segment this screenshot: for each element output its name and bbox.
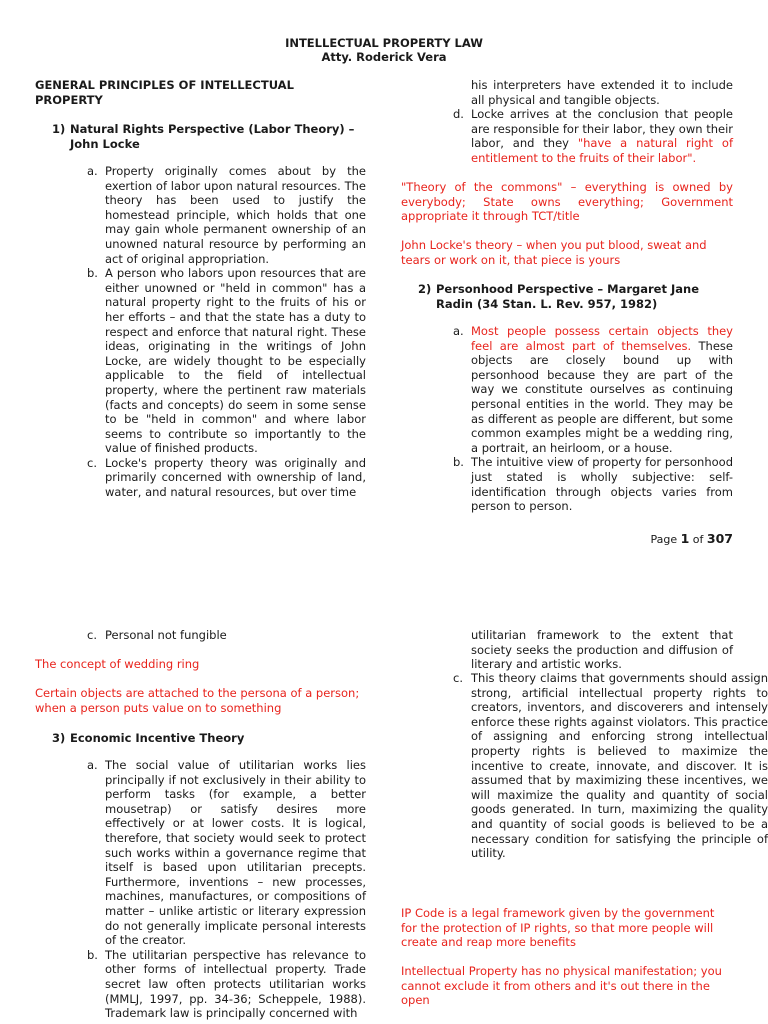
page-label: Page: [650, 533, 678, 546]
page-total: 307: [706, 531, 733, 546]
list-item: [436, 324, 733, 455]
list-item-marker: a.: [87, 758, 98, 772]
document-title: INTELLECTUAL PROPERTY LAW: [285, 36, 483, 50]
annotation-highlight: "have a natural right of entitlement to the fruits of their labor".: [471, 136, 733, 165]
section-heading: GENERAL PRINCIPLES OF INTELLECTUAL PROPERTY: [35, 78, 294, 107]
section-1-heading: [35, 122, 366, 151]
list-item-text: Locke's property theory was originally and primarily concerned with ownership of land, water, and natural resources, but over time: [105, 455, 366, 500]
annotation-note: Certain objects are attached to the persona of a person; when a person puts value on to something: [35, 686, 360, 715]
page-of: of: [692, 533, 704, 546]
document-title-block: [0, 36, 768, 64]
list-item-marker: a.: [453, 324, 464, 338]
list-item: [436, 455, 733, 513]
list-item: [70, 266, 366, 456]
list-item-text: These objects are closely bound up with personhood because they are part of the way we constitute ourselves as continuing personal entities in the world. They may be as different as people are different, but some common examples might be a wedding ring, a portrait, an heirloom, or a house.: [471, 338, 733, 455]
annotation-note: Intellectual Property has no physical manifestation; you cannot exclude it from others and it's out there in the open: [401, 964, 722, 1008]
section-1-title: Natural Rights Perspective (Labor Theory) – John Locke: [70, 122, 355, 151]
list-item-marker: b.: [87, 266, 98, 281]
document-page-2: [0, 616, 768, 1024]
annotation-note: John Locke's theory – when you put blood, sweat and tears or work on it, that piece is yours: [401, 238, 707, 267]
list-item-text: A person who labors upon resources that are either unowned or "held in common" has a natural property right to the fruits of his or her efforts – and that the state has a duty to respect and enforce that natural right. These ideas, originating in the writings of John Locke, are widely thought to be especially applicable to the field of intellectual property, where the pertinent raw materials (facts and concepts) do seem in some sense to be "held in common" and where labor seems to contribute so importantly to the value of finished products.: [105, 266, 366, 456]
page-current: 1: [680, 531, 690, 546]
list-item-marker: b.: [87, 947, 98, 962]
list-item: [70, 456, 366, 500]
list-item-text: The utilitarian perspective has relevance to other forms of intellectual property. Trade secret law often protects utilitarian works (MMLJ, 1997, pp. 34-36; Scheppele, 1988). Trademark law is principally concerned with: [105, 947, 366, 1021]
section-3-heading: [35, 731, 366, 746]
list-item: [70, 164, 366, 266]
list-item-marker: c.: [87, 628, 97, 642]
list-item-text: This theory claims that governments should assign strong, artificial intellectual property rights to creators, inventors, and discoverers and intensely enforce these rights against violators. This practice of assigning and enforcing strong intellectual property rights is believed to maximize the incentive to create, innovate, and discover. It is assumed that by maximizing these incentives, we will maximize the quality and quantity of social goods generated. In turn, maximizing the quality and quantity of social goods is believed to be a necessary condition for satisfying the principle of utility.: [471, 671, 768, 861]
section-3-list: [70, 758, 366, 1021]
annotation-note: The concept of wedding ring: [35, 657, 200, 671]
annotation-note: "Theory of the commons" – everything is owned by everybody; State owns everything; Government appropriate it through TCT/title: [401, 180, 733, 224]
list-item-text: Property originally comes about by the exertion of labor upon natural resources. The theory has been used to justify the homestead principle, which holds that one may gain whole permanent ownership of an unowned natural resource by performing an act of original appropriation.: [105, 164, 366, 266]
section-3-number: 3): [52, 731, 66, 745]
list-item: [70, 948, 366, 1021]
list-item-text: The intuitive view of property for personhood just stated is wholly subjective: self-identification through objects varies from person to person.: [471, 455, 733, 514]
list-item: [436, 107, 733, 165]
document-author: Atty. Roderick Vera: [321, 50, 447, 64]
list-item-marker: d.: [453, 107, 464, 121]
list-item-marker: a.: [87, 164, 98, 178]
section-1-list: [70, 164, 366, 500]
list-item: [436, 671, 768, 861]
list-item-text: Personal not fungible: [105, 628, 227, 642]
section-3-title: Economic Incentive Theory: [70, 731, 245, 745]
section-2-number: 2): [418, 282, 432, 296]
list-item-marker: c.: [87, 455, 97, 470]
list-item-marker: b.: [453, 455, 464, 470]
list-item-text: The social value of utilitarian works lies principally if not exclusively in their ability to perform tasks (for example, a better mousetrap) or satisfy desires more effectively or at lower costs. It is logical, therefore, that society would seek to protect such works within a governance regime that itself is based upon utilitarian precepts. Furthermore, inventions – new processes, machines, manufactures, or compositions of matter – unlike artistic or literary expression do not generally implicate personal interests of the creator.: [105, 758, 366, 948]
section-2-title: Personhood Perspective – Margaret Jane Radin (34 Stan. L. Rev. 957, 1982): [436, 282, 700, 311]
list-item-text: Locke arrives at the conclusion that people are responsible for their labor, they own their labor, and they: [471, 107, 733, 151]
annotation-highlight: Most people possess certain objects they feel are almost part of themselves.: [471, 324, 733, 353]
section-1-number: 1): [52, 122, 66, 136]
list-item: [70, 758, 366, 948]
section-2-list: [436, 324, 733, 514]
continued-text: utilitarian framework to the extent that society seeks the production and diffusion of literary and artistic works.: [471, 628, 733, 672]
section-2-heading: [401, 282, 733, 311]
page-number: [650, 532, 733, 548]
annotation-note: IP Code is a legal framework given by the government for the protection of IP rights, so that more people will create and reap more benefits: [401, 906, 715, 950]
list-item: [70, 628, 401, 643]
continued-text: his interpreters have extended it to include all physical and tangible objects.: [471, 78, 733, 107]
list-item-marker: c.: [453, 671, 463, 685]
page-gap: [0, 560, 768, 616]
